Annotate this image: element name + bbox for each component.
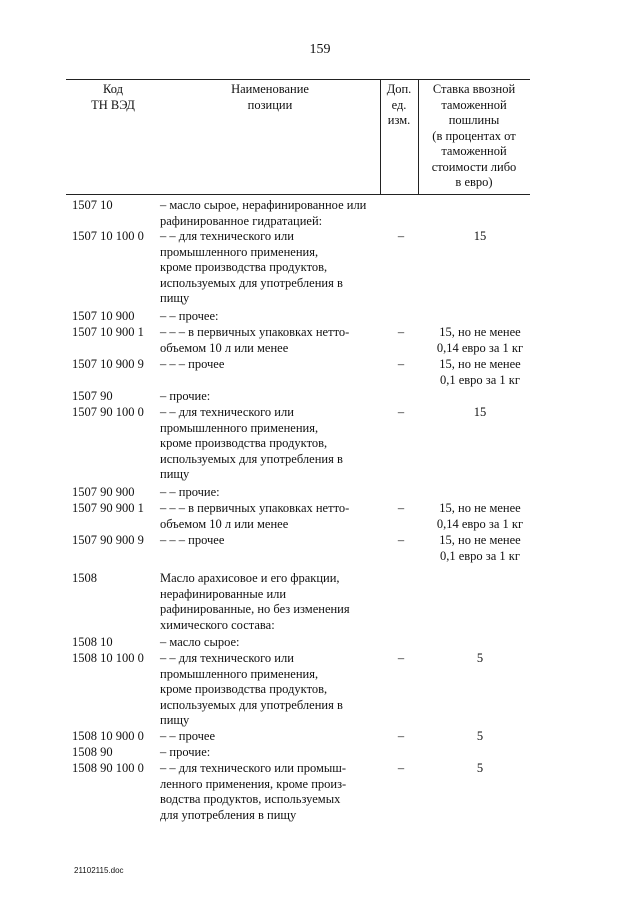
row-name: – – прочее (160, 729, 215, 743)
row-name: – – – в первичных упаковках нетто- объемом 10 л или менее (160, 325, 350, 355)
row-duty: 15, но не менее 0,1 евро за 1 кг (439, 533, 521, 563)
row-code: 1508 90 100 0 (72, 761, 144, 775)
row-code: 1508 90 (72, 745, 113, 759)
header-bottom-rule (66, 194, 530, 195)
row-name: – масло сырое: (160, 635, 240, 649)
row-duty: 15, но не менее 0,1 евро за 1 кг (439, 357, 521, 387)
header-code: Код ТН ВЭД (91, 82, 135, 112)
row-code: 1507 10 900 1 (72, 325, 144, 339)
row-duty: 15, но не менее 0,14 евро за 1 кг (436, 501, 524, 531)
table-row (0, 533, 640, 571)
row-code: 1507 90 900 1 (72, 501, 144, 515)
row-unit: – (397, 325, 405, 339)
page-number: 159 (309, 42, 331, 57)
row-duty: 5 (476, 729, 484, 743)
row-name: Масло арахисовое и его фракции, нерафинированные или рафинированные, но без изменения химического состава: (160, 571, 350, 632)
row-code: 1507 90 900 9 (72, 533, 144, 547)
table-row (0, 325, 640, 357)
table-row (0, 309, 640, 325)
table-row (0, 357, 640, 389)
row-code: 1507 10 900 (72, 309, 135, 323)
row-unit: – (397, 729, 405, 743)
row-name: – масло сырое, нерафинированное или рафинированное гидратацией: (160, 198, 367, 228)
row-name: – – – прочее (160, 357, 225, 371)
header-name: Наименование позиции (231, 82, 309, 112)
row-code: 1508 10 900 0 (72, 729, 144, 743)
table-row (0, 198, 640, 229)
row-unit: – (397, 651, 405, 665)
row-unit: – (397, 229, 405, 243)
row-code: 1507 90 100 0 (72, 405, 144, 419)
table-row (0, 745, 640, 761)
row-name: – – – прочее (160, 533, 225, 547)
table-row (0, 761, 640, 825)
row-unit: – (397, 533, 405, 547)
row-code: 1507 90 (72, 389, 113, 403)
row-duty: 15, но не менее 0,14 евро за 1 кг (436, 325, 524, 355)
row-unit: – (397, 357, 405, 371)
row-duty: 5 (476, 651, 484, 665)
table-row (0, 389, 640, 405)
document-filename: 21102115.doc (74, 866, 124, 875)
row-name: – прочие: (160, 745, 211, 759)
header-duty: Ставка ввозной таможенной пошлины (в процентах от таможенной стоимости либо в евро) (431, 82, 517, 189)
table-row (0, 229, 640, 309)
row-name: – прочие: (160, 389, 211, 403)
table-row (0, 651, 640, 729)
row-code: 1507 10 100 0 (72, 229, 144, 243)
row-code: 1508 10 100 0 (72, 651, 144, 665)
row-code: 1508 (72, 571, 97, 585)
table-row (0, 635, 640, 651)
row-name: – – прочие: (160, 485, 220, 499)
tariff-table-body (0, 198, 640, 825)
row-code: 1507 90 900 (72, 485, 135, 499)
row-name: – – – в первичных упаковках нетто- объемом 10 л или менее (160, 501, 350, 531)
row-name: – – для технического или промыш- ленного применения, кроме произ- водства продуктов, используемых для употребления в пищу (160, 761, 347, 822)
table-row (0, 405, 640, 485)
table-row (0, 729, 640, 745)
header-unit: Доп. ед. изм. (386, 82, 412, 127)
header-top-rule (66, 79, 530, 80)
row-duty: 15 (473, 229, 487, 243)
row-unit: – (397, 761, 405, 775)
table-row (0, 501, 640, 533)
row-name: – – для технического или промышленного применения, кроме производства продуктов, используемых для употребления в пищу (160, 229, 343, 305)
row-duty: 15 (473, 405, 487, 419)
table-row (0, 571, 640, 635)
row-unit: – (397, 501, 405, 515)
table-row (0, 485, 640, 501)
row-duty: 5 (476, 761, 484, 775)
row-name: – – прочее: (160, 309, 219, 323)
row-code: 1508 10 (72, 635, 113, 649)
row-unit: – (397, 405, 405, 419)
row-name: – – для технического или промышленного применения, кроме производства продуктов, используемых для употребления в пищу (160, 651, 343, 727)
row-code: 1507 10 900 9 (72, 357, 144, 371)
row-code: 1507 10 (72, 198, 113, 212)
row-name: – – для технического или промышленного применения, кроме производства продуктов, используемых для употребления в пищу (160, 405, 343, 481)
